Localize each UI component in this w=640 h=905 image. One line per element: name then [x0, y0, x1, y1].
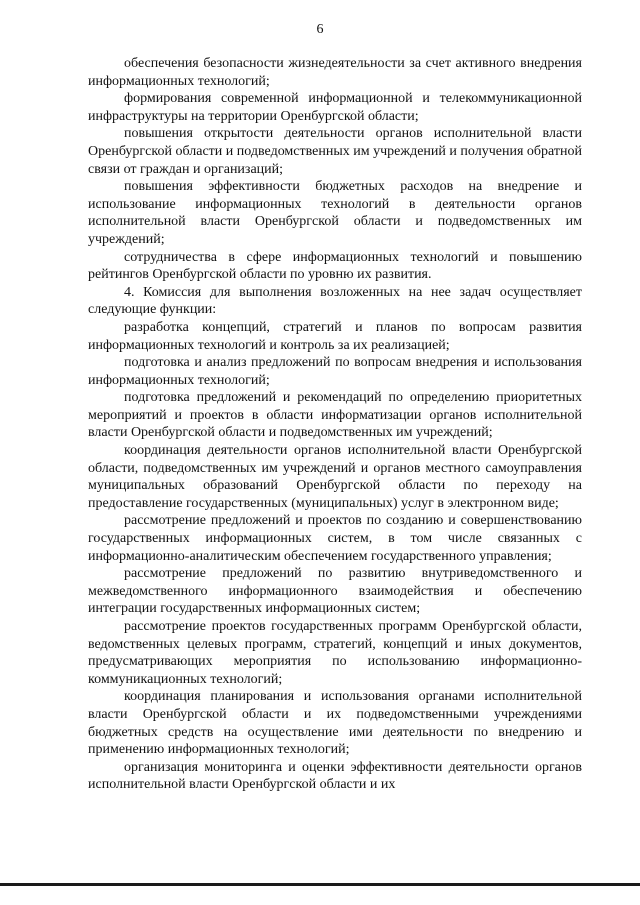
numbered-clause: 4. Комиссия для выполнения возложенных на нее задач осуществляет следующие функции: — [88, 284, 582, 318]
paragraph: сотрудничества в сфере информационных технологий и повышению рейтингов Оренбургской области по уровню их развития. — [88, 249, 582, 283]
paragraph: координация планирования и использования органами исполнительной власти Оренбургской области и их подведомственными учреждениями бюджетных средств на осуществление ими деятельности по внедрению и применению информационных технологий; — [88, 689, 582, 758]
paragraph: рассмотрение предложений по развитию внутриведомственного и межведомственного информационного взаимодействия и обеспечению интеграции государственных информационных систем; — [88, 566, 582, 617]
scan-edge-line — [0, 883, 640, 886]
paragraph-continued: организация мониторинга и оценки эффективности деятельности органов исполнительной власти Оренбургской области и их — [88, 759, 582, 793]
paragraph: координация деятельности органов исполнительной власти Оренбургской области, подведомственных им учреждений и органов местного самоуправления муниципальных образований Оренбургской области по переходу на предоставление государственных (муниципальных) услуг в электронном виде; — [88, 443, 582, 511]
paragraph: подготовка и анализ предложений по вопросам внедрения и использования информационных технологий; — [88, 355, 582, 388]
paragraph: повышения эффективности бюджетных расходов на внедрение и использование информационных технологий в деятельности органов исполнительной власти Оренбургской области и подведомственных им учреждений; — [88, 179, 582, 247]
page-number: 6 — [316, 22, 324, 37]
paragraph: формирования современной информационной и телекоммуникационной инфраструктуры на территории Оренбургской области; — [88, 91, 582, 124]
paragraph: подготовка предложений и рекомендаций по определению приоритетных мероприятий и проектов в области информатизации органов исполнительной власти Оренбургской области и подведомственных им учреждений; — [88, 390, 582, 441]
paragraph: обеспечения безопасности жизнедеятельности за счет активного внедрения информационных технологий; — [88, 56, 582, 89]
paragraph: рассмотрение проектов государственных программ Оренбургской области, ведомственных целевых программ, стратегий, концепций и иных документов, предусматривающих мероприятия по использованию информационно-коммуникационных технологий; — [88, 619, 582, 687]
paragraph: повышения открытости деятельности органов исполнительной власти Оренбургской области и подведомственных им учреждений и получения обратной связи от граждан и организаций; — [88, 126, 582, 177]
paragraph: рассмотрение предложений и проектов по созданию и совершенствованию государственных информационных систем, в том числе связанных с информационно-аналитическим обеспечением государственного управления; — [88, 513, 582, 564]
document-body — [88, 55, 582, 794]
paragraph: разработка концепций, стратегий и планов по вопросам развития информационных технологий и контроль за их реализацией; — [88, 319, 582, 353]
